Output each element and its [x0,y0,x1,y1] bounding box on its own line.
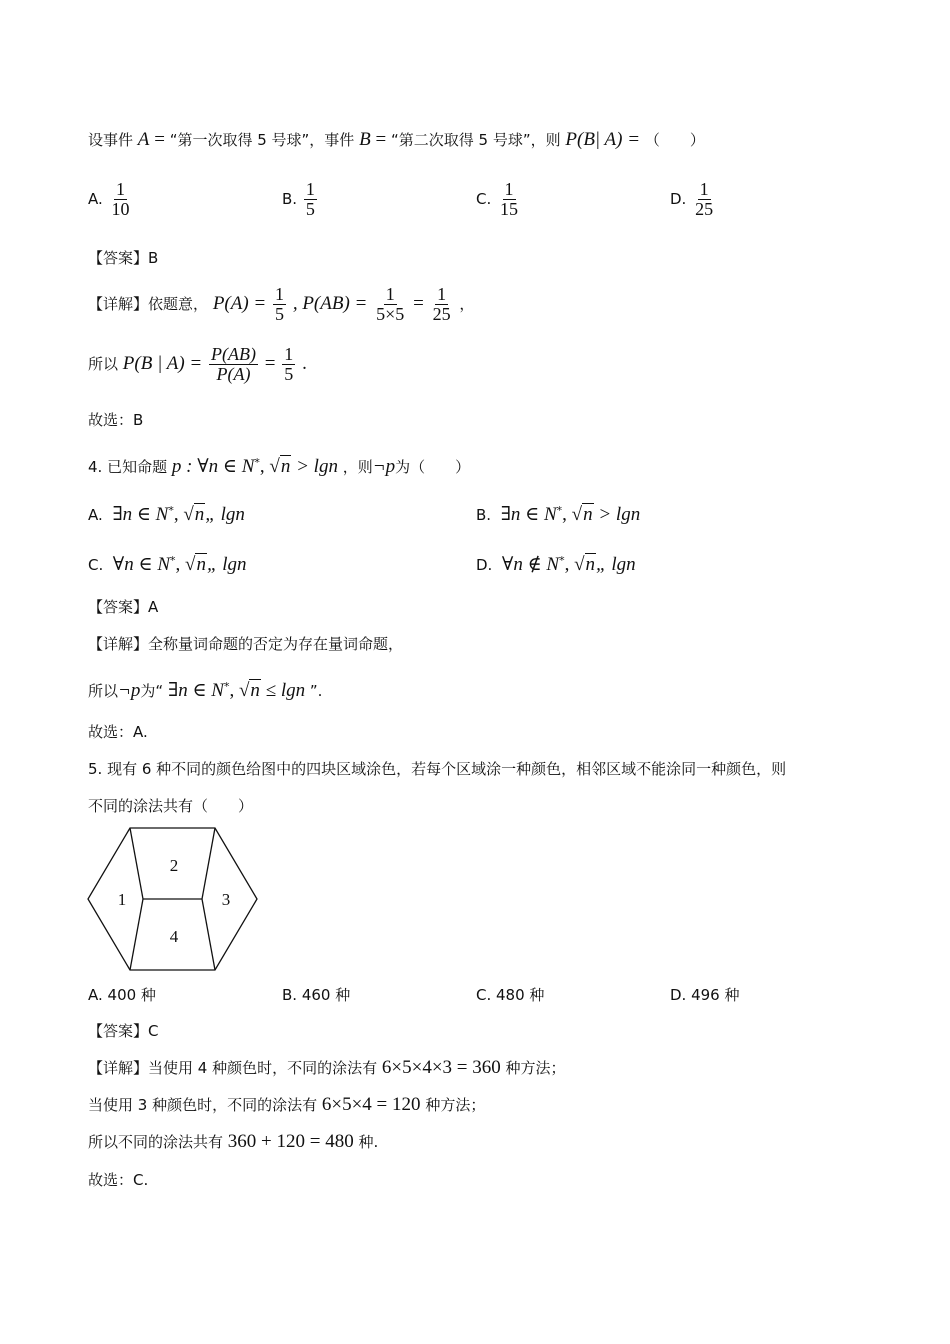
formula: , P(AB) = [292,293,368,314]
region-label-4: 4 [169,927,179,946]
q4-choose: 故选：A. [88,723,148,741]
sqrt-sign: , √ [173,504,194,525]
frac-den: 25 [695,199,714,219]
frac-num: 1 [305,179,315,199]
fraction [282,345,295,384]
event-a-desc: “第一次取得 5 号球”，事件 [169,131,355,149]
star: * [556,504,563,517]
q5-stem-1: 5. 现有 6 种不同的颜色给图中的四块区域涂色，若每个区域涂一种颜色，相邻区域不能涂同一种颜色，则 [88,760,787,778]
q4-stem-text: 4. 已知命题 [88,458,168,476]
star: * [254,456,260,469]
eq: = [264,353,276,374]
detail-tag: 【详解】 [88,1059,149,1077]
frac-den: 15 [500,199,519,219]
detail-text: 种. [358,1133,379,1151]
formula: 360 + 120 = 480 [227,1131,354,1152]
q5-option-a: A. 400 种 [88,986,156,1004]
option-label: D. [476,556,493,574]
option-expr: ∀n ∉ N [501,554,560,575]
q3-option-d [670,180,717,219]
radicand: n [194,504,205,525]
formula: P(A) = [212,293,267,314]
frac-num: P(AB) [211,344,256,364]
region-label-1: 1 [117,890,127,909]
divider [130,828,143,899]
q4-option-b [476,503,640,526]
frac-num: 1 [504,179,514,199]
option-fraction [693,180,715,219]
frac-num: 1 [385,284,395,304]
detail-text: 种方法； [505,1059,566,1077]
q3-option-a [88,180,134,219]
frac-den: 5 [305,199,315,219]
option-label: A. [88,506,103,524]
eq: = [413,293,424,314]
answer-tag: 【答案】 [88,249,149,267]
q3-option-b [282,180,319,219]
sqrt-sign: , √ [562,504,583,525]
option-label: B. [476,506,492,524]
detail-text: 当使用 3 种颜色时，不同的涂法有 [88,1096,318,1114]
hexagon-region-diagram [85,826,260,976]
q5-detail-3 [88,1132,378,1152]
answer-tag: 【答案】 [88,1022,149,1040]
option-label: D. [670,190,687,208]
frac-den: 5×5 [376,304,405,324]
q3-detail-1 [88,285,474,324]
formula: P(B | A) = [122,353,203,374]
frac-num: 1 [437,284,447,304]
q3-stem [88,130,705,150]
q5-detail-1 [88,1058,566,1078]
frac-den: 5 [284,364,294,384]
q5-choose: 故选：C. [88,1171,149,1189]
formula: ≤ lgn [260,680,306,701]
sqrt-sign: , √ [175,554,196,575]
option-expr: ∃n ∈ N [500,504,557,525]
region-label-2: 2 [169,856,179,875]
star: * [559,554,565,567]
q4-option-c [88,553,247,576]
divider [202,828,215,899]
detail-lead: 依题意， [148,295,209,313]
detail-text: 全称量词命题的否定为存在量词命题， [148,635,404,653]
frac-den: 25 [432,304,451,324]
option-expr: ∃n ∈ N [112,504,169,525]
option-expr: „ lgn [596,554,636,575]
option-expr: „ lgn [206,554,247,575]
detail-text: 所以不同的涂法共有 [88,1133,224,1151]
frac-den: 10 [111,199,130,219]
formula: ∃n ∈ N [167,680,224,701]
radicand: n [585,554,596,575]
so-lead: 所以 [88,682,119,700]
divider [130,899,143,970]
q4-detail-1 [88,634,403,654]
event-a: A [137,129,150,150]
radicand: n [583,504,593,525]
option-expr: „ lgn [205,504,245,525]
sqrt-sign: , √ [564,554,585,575]
q3-detail-2 [88,345,307,384]
q5-detail-2 [88,1095,485,1115]
frac-den: 5 [275,304,285,324]
sqrt-sign: , √ [259,456,280,477]
q3-stem-text: 设事件 [88,131,134,149]
answer-value: C [148,1022,159,1040]
answer-value: A [148,598,159,616]
radicand: n [280,456,291,477]
star: * [168,504,174,517]
divider [202,899,215,970]
q4-answer [88,597,158,617]
fraction [431,285,453,324]
frac-num: 1 [284,344,294,364]
fraction [209,345,258,384]
sqrt-sign: , √ [229,680,250,701]
so-lead: 所以 [88,355,119,373]
detail-tag: 【详解】 [88,635,149,653]
option-label: A. [88,190,103,208]
frac-den: P(A) [216,364,251,384]
star: * [223,680,230,693]
q5-option-c: C. 480 种 [476,986,545,1004]
eq: = [154,129,165,150]
event-b: B [359,129,371,150]
q3-choose: 故选：B [88,411,144,429]
so-mid: 为“ [140,682,164,700]
option-label: C. [88,556,104,574]
event-b-desc: “第二次取得 5 号球”，则 [390,131,561,149]
frac-num: 1 [275,284,285,304]
detail-tag: 【详解】 [88,295,149,313]
detail-text: 当使用 4 种颜色时，不同的涂法有 [148,1059,378,1077]
q5-answer [88,1021,159,1041]
proposition-tail: > lgn [291,456,338,477]
formula: 6×5×4 = 120 [321,1094,421,1115]
option-expr: > lgn [593,504,641,525]
prob-expr: P(B| A) = [565,129,641,150]
punct: ， [459,295,475,313]
q4-stem-text: ，则 [342,458,373,476]
formula: 6×5×4×3 = 360 [381,1057,501,1078]
option-fraction [110,180,132,219]
q4-stem [88,453,470,477]
neg-p: ¬p [118,680,141,701]
detail-text: 种方法； [425,1096,486,1114]
frac-num: 1 [116,179,126,199]
answer-tag: 【答案】 [88,598,149,616]
q4-option-a [88,503,245,526]
answer-paren: （ ） [644,131,705,149]
radicand: n [196,554,206,575]
punct: . [302,353,307,374]
q4-detail-2 [88,677,322,701]
q5-stem-2: 不同的涂法共有（ ） [88,797,254,815]
proposition: p : ∀n ∈ N [171,456,255,477]
q3-option-c [476,180,522,219]
option-label: C. [476,190,492,208]
radicand: n [250,680,260,701]
neg-p: ¬p [372,456,396,477]
fraction [374,285,406,324]
q5-option-d: D. 496 种 [670,986,740,1004]
region-label-3: 3 [221,890,231,909]
star: * [170,554,176,567]
q5-option-b: B. 460 种 [282,986,351,1004]
answer-value: B [148,249,159,267]
eq: = [375,129,387,150]
option-fraction [498,180,520,219]
punct: ”. [309,682,323,700]
fraction [273,285,286,324]
frac-num: 1 [699,179,709,199]
q4-stem-text: 为（ ） [395,458,471,476]
q4-option-d [476,553,636,576]
option-expr: ∀n ∈ N [112,554,171,575]
q3-answer [88,248,158,268]
option-label: B. [282,190,298,208]
option-fraction [304,180,317,219]
